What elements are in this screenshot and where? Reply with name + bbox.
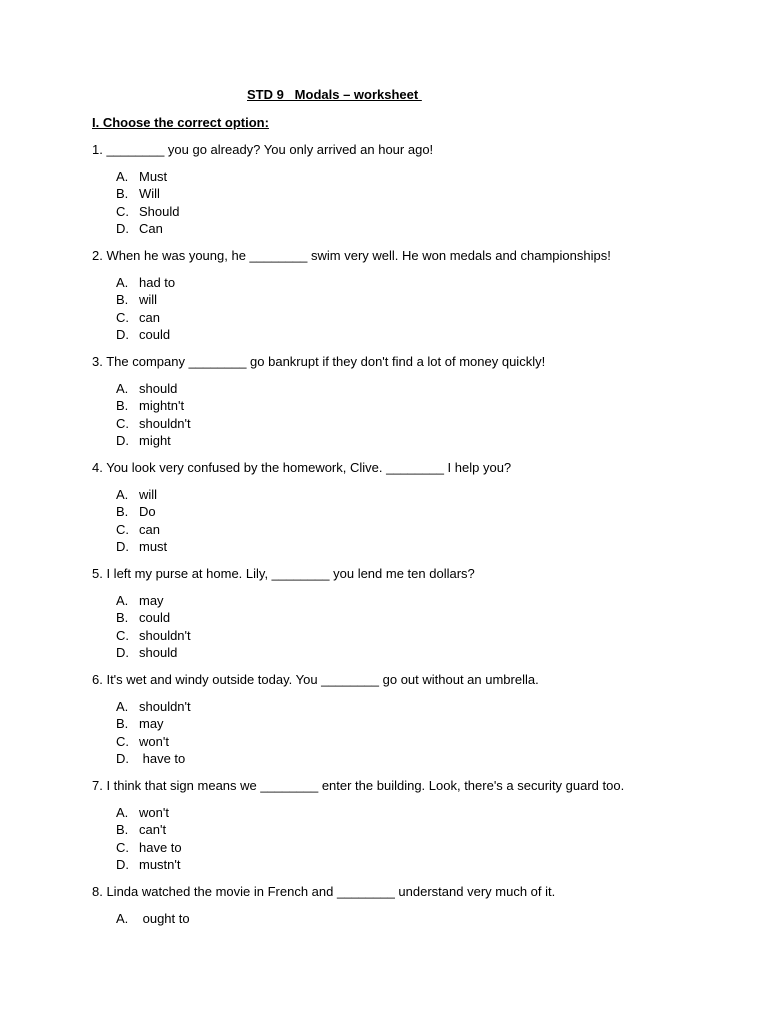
option-text: must	[139, 539, 168, 555]
option-text: could	[139, 327, 171, 343]
option-b	[92, 609, 692, 626]
option-letter: C.	[116, 839, 129, 855]
option-text: might	[139, 433, 171, 449]
option-text: ought to	[139, 911, 190, 926]
option-a	[92, 168, 692, 185]
option-d	[92, 326, 692, 343]
option-c	[92, 627, 692, 644]
option-d	[92, 644, 692, 661]
options-list	[92, 592, 692, 662]
option-c	[92, 521, 692, 538]
option-text: could	[139, 610, 171, 626]
option-d	[92, 538, 692, 555]
question-stem: 4. You look very confused by the homework, Clive. ________ I help you?	[92, 460, 512, 475]
option-letter: D.	[116, 645, 129, 661]
option-text: had to	[139, 275, 176, 290]
option-letter: B.	[116, 610, 129, 626]
option-letter: D.	[116, 433, 129, 449]
option-c	[92, 733, 692, 750]
option-a	[92, 910, 692, 927]
option-b	[92, 397, 692, 414]
question-stem: 7. I think that sign means we ________ enter the building. Look, there's a security guard too.	[92, 778, 625, 793]
option-letter: C.	[116, 415, 129, 431]
option-letter: C.	[116, 627, 129, 643]
section-heading: I. Choose the correct option:	[92, 115, 269, 130]
options-list	[92, 910, 692, 927]
option-letter: D.	[116, 751, 129, 767]
option-letter: A.	[116, 699, 129, 714]
option-text: Must	[139, 169, 168, 184]
option-text: won't	[139, 805, 169, 820]
option-letter: A.	[116, 169, 129, 184]
question-5	[92, 565, 692, 662]
option-a	[92, 380, 692, 397]
option-letter: C.	[116, 521, 129, 537]
options-list	[92, 168, 692, 238]
option-text: Do	[139, 504, 156, 520]
question-stem: 5. I left my purse at home. Lily, ________ you lend me ten dollars?	[92, 566, 475, 581]
option-letter: A.	[116, 275, 129, 290]
option-b	[92, 291, 692, 308]
option-letter: B.	[116, 504, 129, 520]
question-stem: 8. Linda watched the movie in French and ________ understand very much of it.	[92, 884, 556, 899]
option-text: won't	[139, 733, 169, 749]
question-7	[92, 777, 692, 874]
option-text: have to	[139, 839, 182, 855]
option-text: can	[139, 521, 160, 537]
option-d	[92, 220, 692, 237]
option-a	[92, 698, 692, 715]
option-letter: B.	[116, 716, 129, 732]
option-letter: D.	[116, 857, 129, 873]
option-d	[92, 856, 692, 873]
option-letter: A.	[116, 911, 129, 926]
option-c	[92, 203, 692, 220]
question-stem: 6. It's wet and windy outside today. You ________ go out without an umbrella.	[92, 672, 539, 687]
option-letter: C.	[116, 203, 129, 219]
option-b	[92, 715, 692, 732]
option-text: may	[139, 593, 164, 608]
option-text: can	[139, 309, 160, 325]
option-a	[92, 592, 692, 609]
option-d	[92, 432, 692, 449]
option-text: shouldn't	[139, 415, 191, 431]
options-list	[92, 804, 692, 874]
question-stem: 1. ________ you go already? You only arrived an hour ago!	[92, 142, 434, 157]
option-letter: A.	[116, 593, 129, 608]
option-b	[92, 821, 692, 838]
option-text: will	[139, 487, 158, 502]
option-text: shouldn't	[139, 627, 191, 643]
option-text: Should	[139, 203, 180, 219]
question-stem: 3. The company ________ go bankrupt if they don't find a lot of money quickly!	[92, 354, 546, 369]
option-d	[92, 750, 692, 767]
option-text: should	[139, 381, 178, 396]
option-text: Will	[139, 186, 160, 202]
option-letter: A.	[116, 805, 129, 820]
question-8	[92, 883, 692, 927]
option-letter: D.	[116, 221, 129, 237]
question-2	[92, 247, 692, 344]
option-c	[92, 309, 692, 326]
options-list	[92, 698, 692, 768]
option-letter: B.	[116, 292, 129, 308]
option-b	[92, 503, 692, 520]
option-a	[92, 804, 692, 821]
option-letter: A.	[116, 487, 129, 502]
option-letter: C.	[116, 309, 129, 325]
page-title: STD 9 Modals – worksheet	[247, 87, 422, 102]
question-1	[92, 141, 692, 238]
option-text: will	[139, 292, 158, 308]
option-letter: D.	[116, 327, 129, 343]
question-6	[92, 671, 692, 768]
option-text: shouldn't	[139, 699, 191, 714]
option-letter: B.	[116, 186, 129, 202]
option-letter: C.	[116, 733, 129, 749]
option-c	[92, 839, 692, 856]
question-3	[92, 353, 692, 450]
options-list	[92, 486, 692, 556]
options-list	[92, 380, 692, 450]
option-letter: D.	[116, 539, 129, 555]
option-letter: B.	[116, 398, 129, 414]
option-c	[92, 415, 692, 432]
option-b	[92, 185, 692, 202]
option-text: mustn't	[139, 857, 181, 873]
options-list	[92, 274, 692, 344]
option-text: Can	[139, 221, 163, 237]
question-4	[92, 459, 692, 556]
option-text: should	[139, 645, 178, 661]
option-text: can't	[139, 822, 167, 838]
option-text: may	[139, 716, 164, 732]
question-stem: 2. When he was young, he ________ swim very well. He won medals and championships!	[92, 248, 611, 263]
option-text: mightn't	[139, 398, 185, 414]
option-a	[92, 274, 692, 291]
option-letter: A.	[116, 381, 129, 396]
option-letter: B.	[116, 822, 129, 838]
option-text: have to	[139, 751, 186, 767]
option-a	[92, 486, 692, 503]
